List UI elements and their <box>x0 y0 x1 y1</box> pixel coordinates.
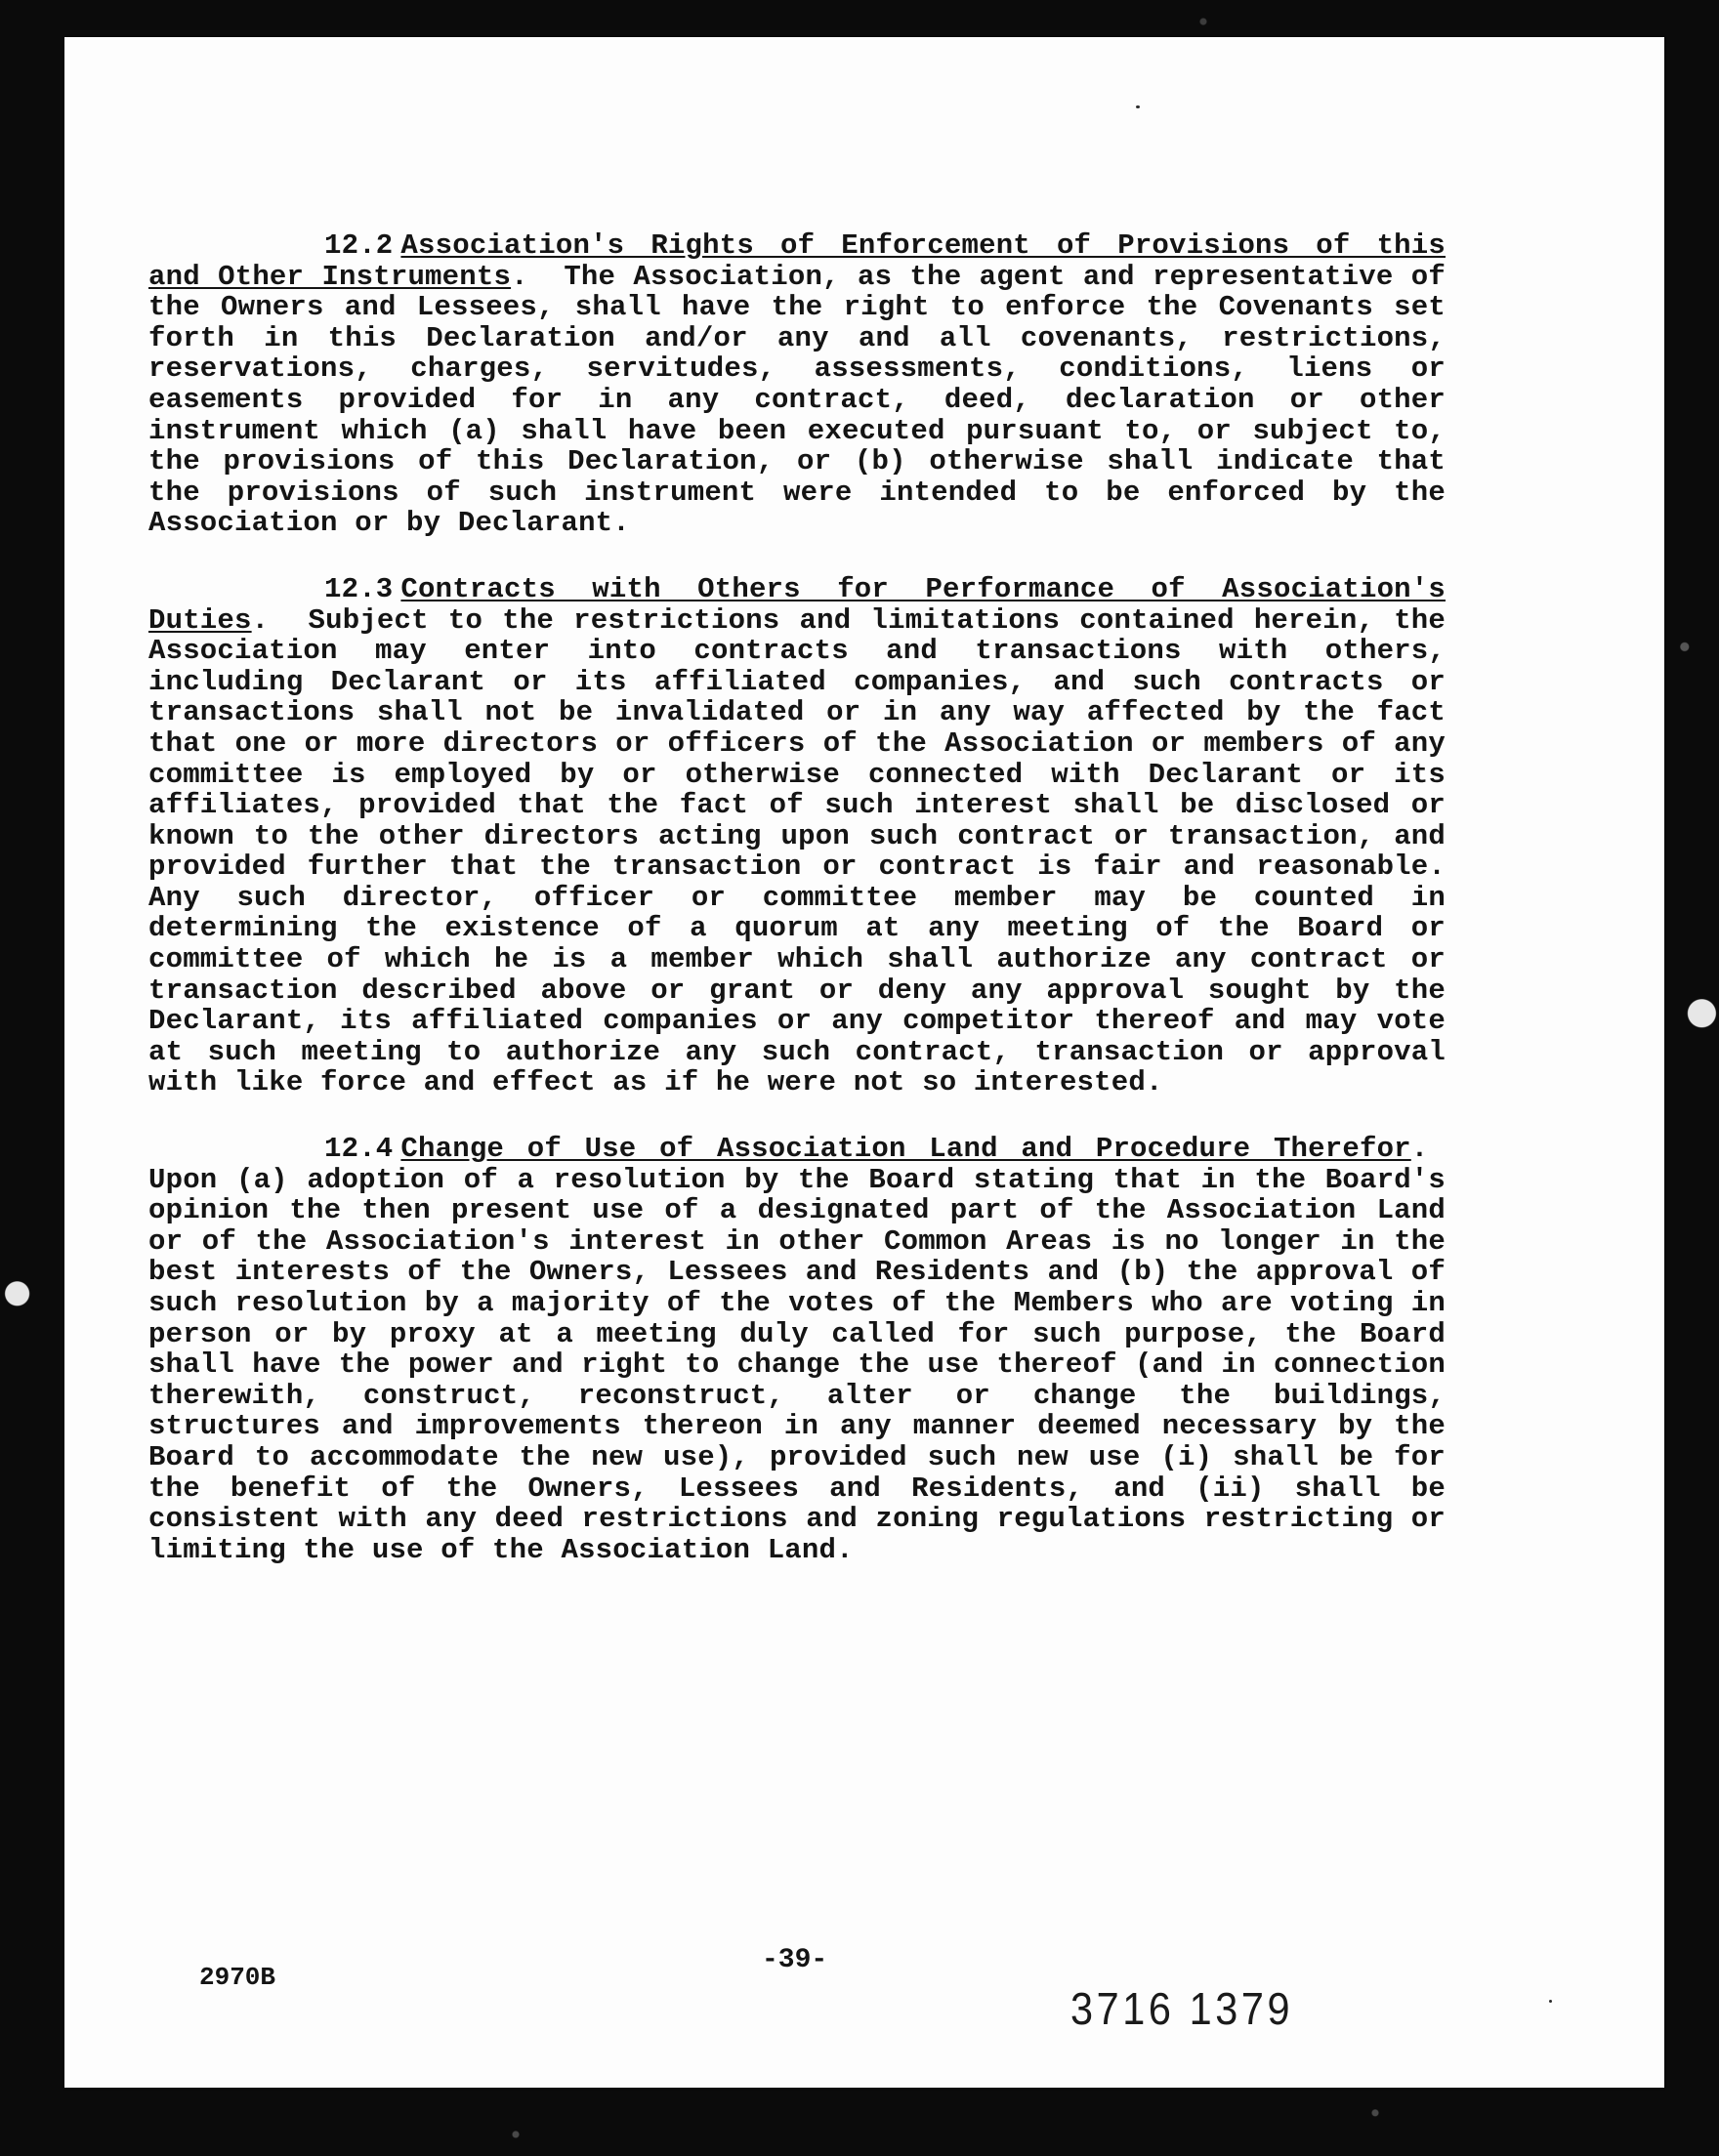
section-body: The Association, as the agent and representative of the Owners and Lessees, shall have the right to enforce the Covenants set forth in this Declaration and/or any and all covenants, restrictions, reservations, charges, servitudes, assessments, conditions, liens or easements provided for in any contract, deed, declaration or other instrument which (a) shall have been executed pursuant to, or subject to, the provisions of this Declaration, or (b) otherwise shall indicate that the provisions of such instrument were intended to be enforced by the Association or by Declarant. <box>148 260 1446 540</box>
record-number: 3716 1379 <box>1070 1983 1294 2034</box>
section-number: 12.2 <box>324 229 394 262</box>
section-heading: Contracts with Others for Performance of Association's Duties <box>148 572 1446 637</box>
page-number: -39- <box>762 1945 828 1975</box>
document-code: 2970B <box>199 1963 276 1992</box>
section-heading: Association's Rights of Enforcement of Provisions of this and Other Instruments <box>148 229 1446 293</box>
section-heading: Change of Use of Association Land and Procedure Therefor <box>400 1133 1411 1166</box>
section-body: Subject to the restrictions and limitations contained herein, the Association may enter into contracts and transactions with others, including Declarant or its affiliated companies, and such contracts or transactions shall not be invalidated or in any way affected by the fact that one or more directors or officers of the Association or members of any committee is employed by or otherwise connected with Declarant or its affiliates, provided that the fact of such interest shall be disclosed or known to the other directors acting upon such contract or transaction, and provided further that the transaction or contract is fair and reasonable. Any such director, officer or committee member may be counted in determining the existence of a quorum at any meeting of the Board or committee of which he is a member which shall authorize any contract or transaction described above or grant or deny any approval sought by the Declarant, its affiliated companies or any competitor thereof and may vote at such meeting to authorize any such contract, transaction or approval with like force and effect as if he were not so interested. <box>148 603 1446 1099</box>
section-number: 12.3 <box>324 572 394 605</box>
scan-speck <box>1136 105 1140 108</box>
scan-speck <box>1549 2000 1552 2003</box>
document-body <box>148 230 1446 1600</box>
section-12-2: 12.2 Association's Rights of Enforcement of Provisions of this and Other Instruments. The Association, as the agent and representative of the Owners and Lessees, shall have the right to enforce the Covenants set forth in this Declaration and/or any and all covenants, restrictions, reservations, charges, servitudes, assessments, conditions, liens or easements provided for in any contract, deed, declaration or other instrument which (a) shall have been executed pursuant to, or subject to, the provisions of this Declaration, or (b) otherwise shall indicate that the provisions of such instrument were intended to be enforced by the Association or by Declarant. <box>148 229 1446 540</box>
section-number: 12.4 <box>324 1133 394 1166</box>
section-body: Upon (a) adoption of a resolution by the Board stating that in the Board's opinion the then present use of a designated part of the Association Land or of the Association's interest in other Common Areas is no longer in the best interests of the Owners, Lessees and Residents and (b) the approval of such resolution by a majority of the votes of the Members who are voting in person or by proxy at a meeting duly called for such purpose, the Board shall have the power and right to change the use thereof (and in connection therewith, construct, reconstruct, alter or change the buildings, structures and improvements thereon in any manner deemed necessary by the Board to accommodate the new use), provided such new use (i) shall be for the benefit of the Owners, Lessees and Residents, and (ii) shall be consistent with any deed restrictions and zoning regulations restricting or limiting the use of the Association Land. <box>148 1163 1446 1566</box>
section-12-4: 12.4 Change of Use of Association Land and Procedure Therefor. Upon (a) adoption of a resolution by the Board stating that in the Board's opinion the then present use of a designated part of the Association Land or of the Association's interest in other Common Areas is no longer in the best interests of the Owners, Lessees and Residents and (b) the approval of such resolution by a majority of the votes of the Members who are voting in person or by proxy at a meeting duly called for such purpose, the Board shall have the power and right to change the use thereof (and in connection therewith, construct, reconstruct, alter or change the buildings, structures and improvements thereon in any manner deemed necessary by the Board to accommodate the new use), provided such new use (i) shall be for the benefit of the Owners, Lessees and Residents, and (ii) shall be consistent with any deed restrictions and zoning regulations restricting or limiting the use of the Association Land. <box>148 1133 1446 1566</box>
section-12-3: 12.3 Contracts with Others for Performance of Association's Duties. Subject to the restrictions and limitations contained herein, the Association may enter into contracts and transactions with others, including Declarant or its affiliated companies, and such contracts or transactions shall not be invalidated or in any way affected by the fact that one or more directors or officers of the Association or members of any committee is employed by or otherwise connected with Declarant or its affiliates, provided that the fact of such interest shall be disclosed or known to the other directors acting upon such contract or transaction, and provided further that the transaction or contract is fair and reasonable. Any such director, officer or committee member may be counted in determining the existence of a quorum at any meeting of the Board or committee of which he is a member which shall authorize any contract or transaction described above or grant or deny any approval sought by the Declarant, its affiliated companies or any competitor thereof and may vote at such meeting to authorize any such contract, transaction or approval with like force and effect as if he were not so interested. <box>148 572 1446 1099</box>
